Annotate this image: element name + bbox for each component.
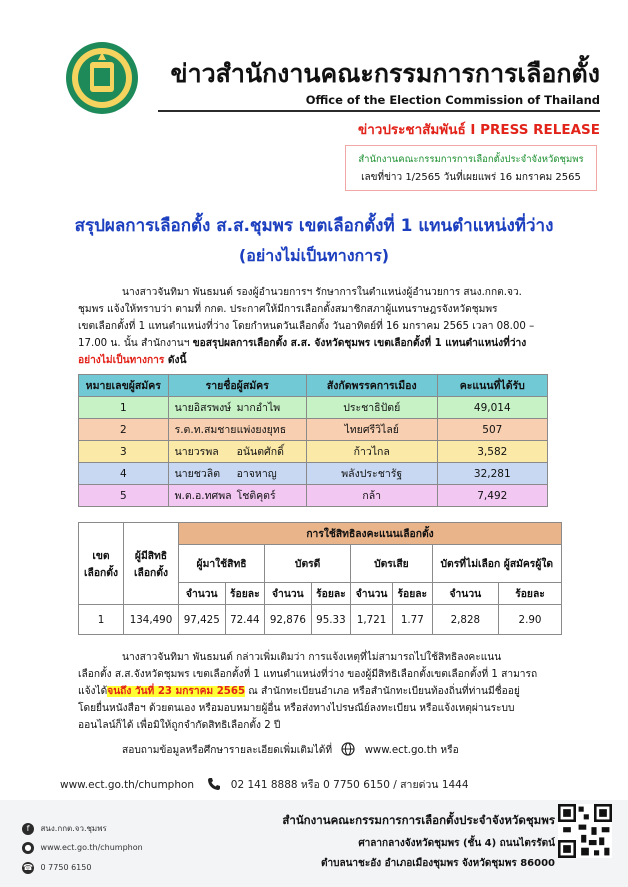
page-title: สรุปผลการเลือกตั้ง ส.ส.ชุมพร เขตเลือกตั้งที่ 1 แทนตำแหน่งที่ว่าง	[74, 216, 554, 236]
turnout-row	[79, 605, 562, 635]
press-release-label: ข่าวประชาสัมพันธ์ I PRESS RELEASE	[357, 122, 600, 138]
candidate-votes: 507	[437, 419, 547, 441]
footer-org: สำนักงานคณะกรรมการการเลือกตั้งประจำจังหวัดชุมพร	[282, 813, 555, 827]
col-votes: คะแนนที่ได้รับ	[437, 375, 547, 397]
th-voters-count: จำนวน	[179, 583, 226, 605]
candidate-last-name: โชติคุตร์	[236, 490, 276, 502]
candidate-votes: 3,582	[437, 441, 547, 463]
info-news-no: เลขที่ข่าว 1/2565 วันที่เผยแพร่ 16 มกราคม 2565	[361, 172, 581, 183]
para1-unofficial: อย่างไม่เป็นทางการ	[78, 355, 165, 366]
th-eligible: ผู้มีสิทธิ เลือกตั้ง	[124, 523, 179, 605]
td-bad-pct: 1.77	[393, 605, 433, 635]
candidate-name	[168, 463, 306, 485]
candidate-last-name: แพ่งยงยุทธ	[236, 424, 287, 436]
th-usage: การใช้สิทธิลงคะแนนเลือกตั้ง	[179, 523, 562, 545]
deadline-highlight: จนถึง วันที่ 23 มกราคม 2565	[107, 686, 246, 697]
td-voters-pct: 72.44	[225, 605, 265, 635]
td-bad: 1,721	[351, 605, 393, 635]
candidate-party: ก้าวไกล	[306, 441, 437, 463]
candidate-votes: 32,281	[437, 463, 547, 485]
para1-line3: เขตเลือกตั้งที่ 1 แทนตำแหน่งที่ว่าง โดยกำหนดวันเลือกตั้ง วันอาทิตย์ที่ 16 มกราคม 2565 เวลา 08.00 –	[78, 321, 535, 332]
candidate-number: 3	[79, 441, 169, 463]
footer-tel[interactable]	[22, 862, 91, 874]
candidate-votes: 7,492	[437, 485, 547, 507]
para1-line4-text: 17.00 น. นั้น สำนักงานฯ	[78, 338, 193, 349]
para2-line3-pre: แจ้งได้	[78, 686, 108, 697]
globe-icon	[341, 742, 355, 763]
facebook-label: สนง.กกต.จว.ชุมพร	[40, 824, 107, 833]
candidate-number: 4	[79, 463, 169, 485]
web-icon: ●	[22, 842, 34, 854]
para1-line2: ชุมพร แจ้งให้ทราบว่า ตามที่ กกต. ประกาศให้มีการเลือกตั้งสมาชิกสภาผู้แทนราษฎรจังหวัดชุมพร	[78, 304, 498, 315]
candidate-number: 2	[79, 419, 169, 441]
th-novote-pct: ร้อยละ	[499, 583, 562, 605]
phone-icon	[207, 777, 221, 794]
td-district: 1	[79, 605, 124, 635]
th-novote: บัตรที่ไม่เลือก ผู้สมัครผู้ใด	[432, 545, 561, 583]
candidate-name	[168, 419, 306, 441]
candidate-first-name: ร.ต.ท.สมชาย	[174, 424, 237, 436]
contact-phone: 02 141 8888 หรือ 0 7750 6150 / สายด่วน 1444	[230, 779, 469, 791]
candidate-number: 1	[79, 397, 169, 419]
ect-website-link[interactable]: www.ect.go.th หรือ	[364, 745, 459, 756]
footer-address-1: ศาลากลางจังหวัดชุมพร (ชั้น 4) ถนนไตรรัตน์	[358, 838, 555, 849]
para2-line2: เลือกตั้ง ส.ส.จังหวัดชุมพร เขตเลือกตั้งที่ 1 แทนตำแหน่งที่ว่าง ของผู้มีสิทธิเลือกตั้งเขตเลือกตั้งที่ 1 สามารถ	[78, 669, 538, 680]
candidate-row	[79, 463, 548, 485]
candidate-row	[79, 397, 548, 419]
para1-follows: ดังนี้	[164, 355, 187, 366]
para2-line6	[122, 742, 459, 763]
candidate-last-name: อนันตศักดิ์	[236, 446, 284, 458]
col-name: รายชื่อผู้สมัคร	[168, 375, 306, 397]
th-voters: ผู้มาใช้สิทธิ	[179, 545, 265, 583]
web-label: www.ect.go.th/chumphon	[40, 843, 143, 852]
col-number: หมายเลขผู้สมัคร	[79, 375, 169, 397]
th-bad: บัตรเสีย	[351, 545, 432, 583]
header-title-th: ข่าวสำนักงานคณะกรรมการการเลือกตั้ง	[170, 59, 600, 88]
more-info-text: สอบถามข้อมูลหรือศึกษารายละเอียดเพิ่มเติมได้ที่	[122, 745, 333, 756]
footer-web[interactable]	[22, 842, 143, 854]
candidate-last-name: อาจหาญ	[236, 468, 277, 480]
footer-facebook[interactable]	[22, 822, 107, 835]
td-voters: 97,425	[179, 605, 226, 635]
th-good: บัตรดี	[265, 545, 351, 583]
header-divider	[158, 110, 600, 112]
candidate-table	[78, 374, 548, 507]
candidate-votes: 49,014	[437, 397, 547, 419]
qr-code-icon	[558, 804, 612, 858]
candidate-name	[168, 485, 306, 507]
page-subtitle: (อย่างไม่เป็นทางการ)	[238, 246, 390, 265]
header-title-en: Office of the Election Commission of Thailand	[305, 93, 600, 107]
para2-line4: โดยยื่นหนังสือฯ ด้วยตนเอง หรือมอบหมายผู้อื่น หรือส่งทางไปรษณีย์ลงทะเบียน หรือแจ้งเหตุผ่านระบบ	[78, 703, 515, 714]
candidate-last-name: มากอำไพ	[236, 402, 281, 414]
th-bad-pct: ร้อยละ	[393, 583, 433, 605]
candidate-party: ประชาธิปัตย์	[306, 397, 437, 419]
candidate-party: ไทยศรีวิไลย์	[306, 419, 437, 441]
candidate-header-row	[79, 375, 548, 397]
candidate-number: 5	[79, 485, 169, 507]
th-good-pct: ร้อยละ	[311, 583, 351, 605]
candidate-rows	[79, 397, 548, 507]
para1-line4-bold: ขอสรุปผลการเลือกตั้ง ส.ส. จังหวัดชุมพร เขตเลือกตั้งที่ 1 แทนตำแหน่งที่ว่าง	[192, 338, 527, 349]
th-district: เขต เลือกตั้ง	[79, 523, 124, 605]
footer-address-2: ตำบลนาชะอัง อำเภอเมืองชุมพร จังหวัดชุมพร 86000	[321, 858, 555, 869]
td-eligible: 134,490	[124, 605, 179, 635]
ect-logo	[64, 40, 140, 120]
th-novote-count: จำนวน	[432, 583, 498, 605]
facebook-icon: f	[22, 823, 34, 835]
tel-label: 0 7750 6150	[40, 863, 92, 872]
col-party: สังกัดพรรคการเมือง	[306, 375, 437, 397]
news-info-box	[345, 145, 597, 191]
candidate-name	[168, 441, 306, 463]
th-voters-pct: ร้อยละ	[225, 583, 265, 605]
contact-website[interactable]: www.ect.go.th/chumphon	[60, 779, 195, 791]
candidate-row	[79, 419, 548, 441]
candidate-row	[79, 485, 548, 507]
candidate-first-name: นายวรพล	[174, 446, 219, 458]
candidate-first-name: พ.ต.อ.ทศพล	[174, 490, 232, 502]
para2-line1: นางสาวจันทิมา พันธมนต์ กล่าวเพิ่มเติมว่า การแจ้งเหตุที่ไม่สามารถไปใช้สิทธิลงคะแนน	[122, 652, 502, 663]
td-novote: 2,828	[432, 605, 498, 635]
candidate-party: พลังประชารัฐ	[306, 463, 437, 485]
th-good-count: จำนวน	[265, 583, 312, 605]
candidate-row	[79, 441, 548, 463]
info-office: สำนักงานคณะกรรมการการเลือกตั้งประจำจังหวัดชุมพร	[358, 154, 584, 165]
phone-small-icon: ☎	[23, 863, 33, 872]
para2-line5: ออนไลน์ก็ได้ เพื่อมิให้ถูกจำกัดสิทธิเลือกตั้ง 2 ปี	[78, 720, 281, 731]
para2-line3-post: ณ สำนักทะเบียนอำเภอ หรือสำนักทะเบียนท้องถิ่นที่ท่านมีชื่ออยู่	[245, 686, 520, 697]
candidate-party: กล้า	[306, 485, 437, 507]
candidate-first-name: นายชวลิต	[174, 468, 221, 480]
candidate-first-name: นายอิสรพงษ์	[174, 402, 232, 414]
turnout-table	[78, 522, 562, 635]
para1-line5	[78, 353, 186, 370]
candidate-name	[168, 397, 306, 419]
th-bad-count: จำนวน	[351, 583, 393, 605]
para1-line4	[78, 336, 526, 353]
td-good-pct: 95.33	[311, 605, 351, 635]
para1-line1: นางสาวจันทิมา พันธมนต์ รองผู้อำนวยการฯ รักษาการในตำแหน่งผู้อำนวยการ สนง.กกต.จว.	[122, 287, 522, 298]
contact-line	[60, 776, 580, 794]
td-good: 92,876	[265, 605, 312, 635]
para2-line3	[78, 684, 520, 701]
td-novote-pct: 2.90	[499, 605, 562, 635]
